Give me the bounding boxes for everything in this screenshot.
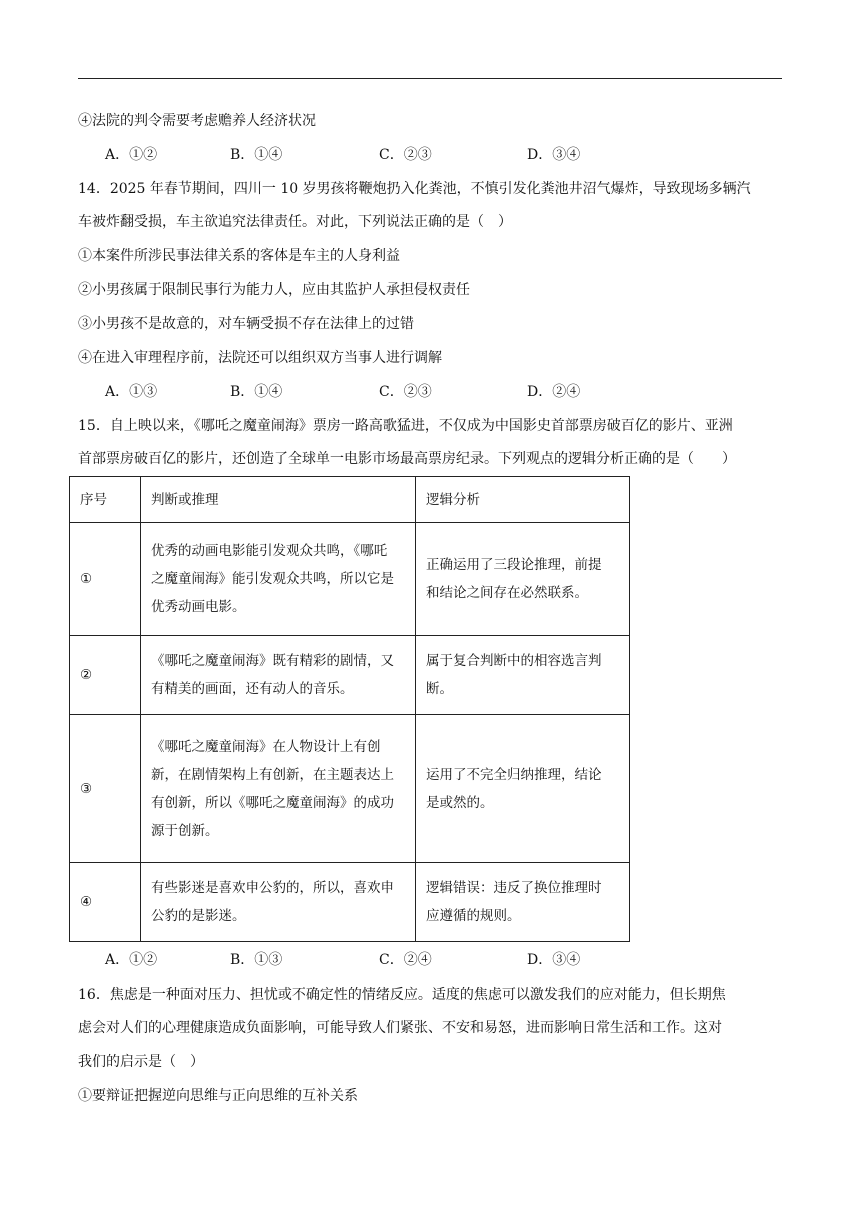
table-row <box>70 636 630 715</box>
judgment-line: 新，在剧情架构上有创新，在主题表达上 <box>151 766 394 783</box>
row-analysis <box>416 523 630 636</box>
analysis-line: 属于复合判断中的相容选言判 <box>426 653 602 669</box>
q13-item-4: ④法院的判令需要考虑赡养人经济状况 <box>78 113 316 129</box>
table-row <box>70 715 630 863</box>
q16-stem-line-3: 我们的启示是（ ） <box>78 1054 204 1070</box>
analysis-line: 运用了不完全归纳推理，结论 <box>426 766 602 783</box>
row-analysis <box>416 863 630 942</box>
q14-stem-line-1: 14．2025 年春节期间，四川一 10 岁男孩将鞭炮扔入化粪池，不慎引发化粪池井沼气爆炸，导致现场多辆汽 <box>78 181 751 197</box>
q14-item-1: ①本案件所涉民事法律关系的客体是车主的人身利益 <box>78 248 400 264</box>
q16-item-1: ①要辩证把握逆向思维与正向思维的互补关系 <box>78 1088 358 1104</box>
q15-option-c[interactable]: C．②④ <box>379 952 432 968</box>
logic-analysis-table <box>69 476 630 942</box>
table-header-row <box>70 477 630 523</box>
row-judgment <box>141 715 416 863</box>
row-judgment <box>141 636 416 715</box>
q13-option-d[interactable]: D．③④ <box>527 147 581 163</box>
analysis-line: 逻辑错误：违反了换位推理时 <box>426 880 602 896</box>
judgment-line: 源于创新。 <box>151 822 219 839</box>
q16-stem-line-1: 16．焦虑是一种面对压力、担忧或不确定性的情绪反应。适度的焦虑可以激发我们的应对能力，但长期焦 <box>78 987 726 1003</box>
judgment-line: 优秀动画电影。 <box>151 599 246 615</box>
analysis-line: 断。 <box>426 681 453 697</box>
q15-option-a[interactable]: A．①② <box>105 952 158 968</box>
table-row <box>70 523 630 636</box>
q14-option-d[interactable]: D．②④ <box>527 384 581 400</box>
judgment-line: 公豹的是影迷。 <box>151 908 246 924</box>
row-judgment <box>141 523 416 636</box>
table-row <box>70 863 630 942</box>
judgment-line: 《哪吒之魔童闹海》既有精彩的剧情，又 <box>151 653 394 669</box>
judgment-line: 有精美的画面，还有动人的音乐。 <box>151 681 354 697</box>
header-number: 序号 <box>70 477 141 523</box>
q16-stem-line-2: 虑会对人们的心理健康造成负面影响，可能导致人们紧张、不安和易怒，进而影响日常生活和工作。这对 <box>78 1020 722 1036</box>
q14-option-b[interactable]: B．①④ <box>230 384 283 400</box>
analysis-line: 应遵循的规则。 <box>426 908 521 924</box>
row-number: ② <box>70 636 141 715</box>
q14-item-3: ③小男孩不是故意的，对车辆受损不存在法律上的过错 <box>78 316 414 332</box>
analysis-line: 和结论之间存在必然联系。 <box>426 585 588 601</box>
judgment-line: 之魔童闹海》能引发观众共鸣，所以它是 <box>151 571 394 587</box>
q13-option-b[interactable]: B．①④ <box>230 147 283 163</box>
q14-option-c[interactable]: C．②③ <box>379 384 432 400</box>
q14-stem-line-2: 车被炸翻受损，车主欲追究法律责任。对此，下列说法正确的是（ ） <box>78 214 512 230</box>
row-analysis <box>416 636 630 715</box>
judgment-line: 有创新，所以《哪吒之魔童闹海》的成功 <box>151 794 394 811</box>
q13-option-c[interactable]: C．②③ <box>379 147 432 163</box>
row-number: ① <box>70 523 141 636</box>
analysis-line: 是或然的。 <box>426 794 494 811</box>
row-analysis <box>416 715 630 863</box>
q14-item-2: ②小男孩属于限制民事行为能力人，应由其监护人承担侵权责任 <box>78 282 470 298</box>
q15-stem-line-1: 15．自上映以来，《哪吒之魔童闹海》票房一路高歌猛进，不仅成为中国影史首部票房破百亿的影片、亚洲 <box>78 418 733 434</box>
header-rule <box>78 78 782 79</box>
q15-option-b[interactable]: B．①③ <box>230 952 283 968</box>
row-judgment <box>141 863 416 942</box>
row-number: ③ <box>70 715 141 863</box>
q13-option-a[interactable]: A．①② <box>105 147 158 163</box>
header-analysis: 逻辑分析 <box>416 477 630 523</box>
q15-option-d[interactable]: D．③④ <box>527 952 581 968</box>
analysis-line: 正确运用了三段论推理，前提 <box>426 557 602 573</box>
judgment-line: 有些影迷是喜欢申公豹的，所以，喜欢申 <box>151 880 394 896</box>
judgment-line: 优秀的动画电影能引发观众共鸣，《哪吒 <box>151 543 388 559</box>
q14-option-a[interactable]: A．①③ <box>105 384 158 400</box>
row-number: ④ <box>70 863 141 942</box>
header-judgment: 判断或推理 <box>141 477 416 523</box>
q15-stem-line-2: 首部票房破百亿的影片，还创造了全球单一电影市场最高票房纪录。下列观点的逻辑分析正确的是（ ） <box>78 451 736 467</box>
judgment-line: 《哪吒之魔童闹海》在人物设计上有创 <box>151 738 381 755</box>
q14-item-4: ④在进入审理程序前，法院还可以组织双方当事人进行调解 <box>78 350 442 366</box>
